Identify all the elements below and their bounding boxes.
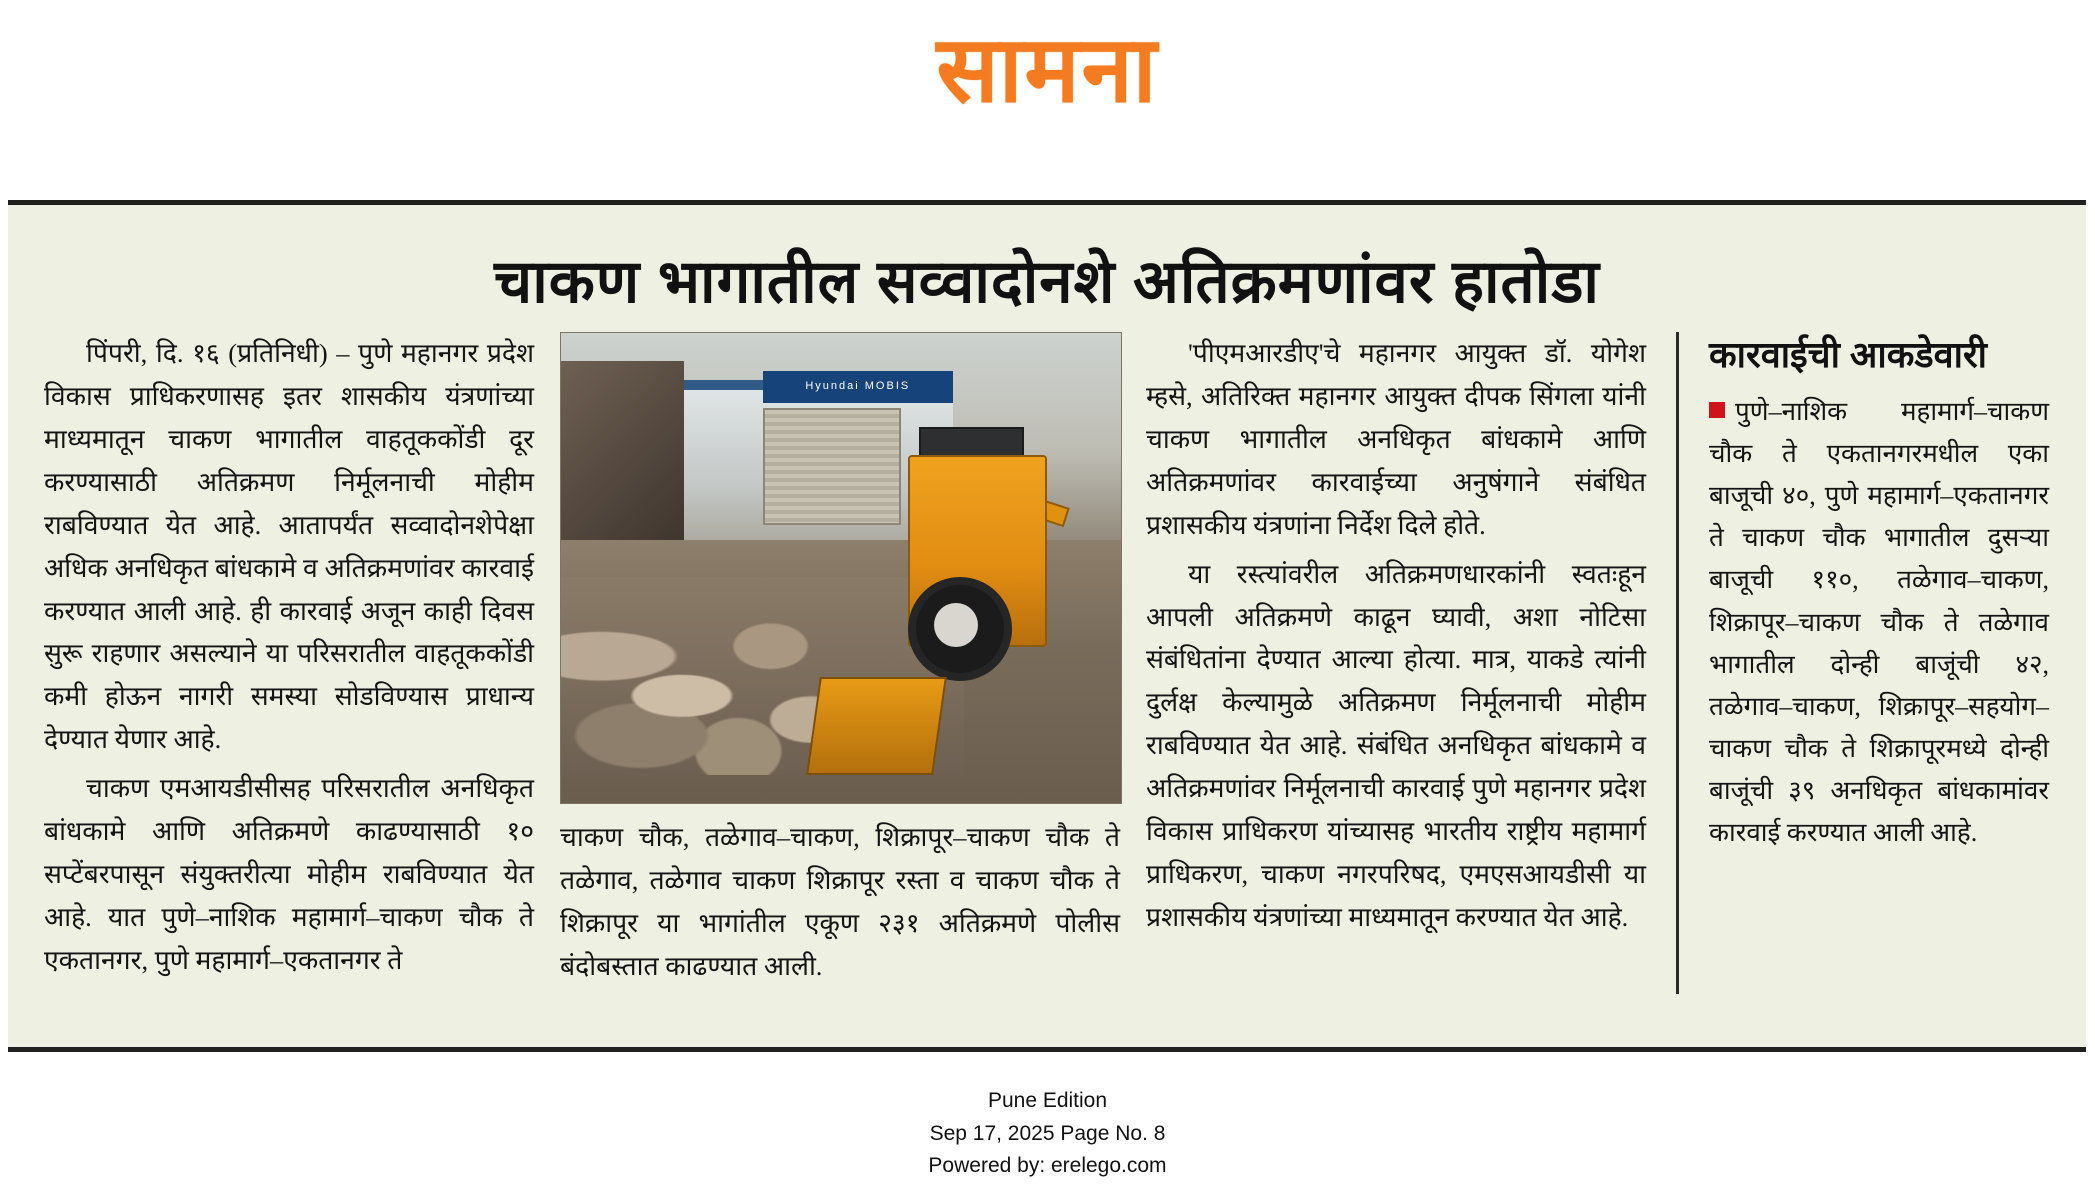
article-column-3: [1146, 332, 1646, 994]
column-divider: [1676, 332, 1679, 994]
article-paragraph: चाकण एमआयडीसीसह परिसरातील अनधिकृत बांधकामे आणि अतिक्रमणे काढण्यासाठी १० सप्टेंबरपासून संयुक्तरीत्या मोहीम राबविण्यात येत आहे. यात पुणे–नाशिक महामार्ग–चाकण चौक ते एकतानगर, पुणे महामार्ग–एकतानगर ते: [44, 773, 534, 975]
masthead-title: सामना: [936, 19, 1159, 121]
demolition-photo: [560, 332, 1122, 804]
article-paragraph: चाकण चौक, तळेगाव–चाकण, शिक्रापूर–चाकण चौक ते तळेगाव, तळेगाव चाकण शिक्रापूर रस्ता व चाकण चौक ते शिक्रापूर या भागांतील एकूण २३१ अतिक्रमणे पोलीस बंदोबस्तात काढण्यात आली.: [560, 822, 1120, 981]
footer-powered-by: Powered by: erelego.com: [928, 1154, 1167, 1178]
sidebar-statistics: [1709, 332, 2049, 994]
article-clipping-panel: [8, 200, 2086, 1052]
article-column-1: [44, 332, 534, 994]
sidebar-text: पुणे–नाशिक महामार्ग–चाकण चौक ते एकतानगरमधील एका बाजूची ४०, पुणे महामार्ग–एकतानगर ते चाकण चौक भागातील दुसऱ्या बाजूची ११०, तळेगाव–चाकण, शिक्रापूर–चाकण चौक ते तळेगाव भागातील दोन्ही बाजूंची ४२, तळेगाव–चाकण, शिक्रापूर–सहयोग–चाकण चौक ते शिक्रापूरमध्ये दोन्ही बाजूंची ३९ अनधिकृत बांधकामांवर कारवाई करण्यात आली आहे.: [1709, 397, 2049, 848]
footer-edition: Pune Edition: [987, 1089, 1108, 1112]
masthead: [0, 0, 2095, 150]
bullet-icon: [1709, 402, 1725, 418]
photo-excavator-bucket: [806, 677, 947, 775]
footer-date-page: Sep 17, 2025 Page No. 8: [929, 1121, 1166, 1145]
photo-demolished-wall: [561, 361, 684, 568]
sidebar-body: [1709, 391, 2049, 854]
article-column-2: [560, 332, 1120, 994]
article-headline: चाकण भागातील सव्वादोनशे अतिक्रमणांवर हातोडा: [494, 248, 1600, 315]
footer: [0, 1085, 2095, 1183]
article-paragraph: पिंपरी, दि. १६ (प्रतिनिधी) – पुणे महानगर प्रदेश विकास प्राधिकरणासह इतर शासकीय यंत्रणांच्या माध्यमातून चाकण भागातील वाहतूककोंडी दूर करण्यासाठी अतिक्रमण निर्मूलनाची मोहीम राबविण्यात येत आहे. आतापर्यंत सव्वादोनशेपेक्षा अधिक अनधिकृत बांधकामे व अतिक्रमणांवर कारवाई करण्यात आली आहे. ही कारवाई अजून काही दिवस सुरू राहणार असल्याने या परिसरातील वाहतूककोंडी कमी होऊन नागरी समस्या सोडविण्यास प्राधान्य देण्यात येणार आहे.: [44, 338, 534, 755]
article-paragraph: 'पीएमआरडीए'चे महानगर आयुक्त डॉ. योगेश म्हसे, अतिरिक्त महानगर आयुक्त दीपक सिंगला यांनी चाकण भागातील अनधिकृत बांधकामे आणि अतिक्रमणांवर कारवाईच्या अनुषंगाने संबंधित प्रशासकीय यंत्रणांना निर्देश दिले होते.: [1146, 338, 1646, 540]
photo-excavator-wheel: [908, 577, 1012, 681]
sidebar-title: कारवाईची आकडेवारी: [1709, 334, 1987, 375]
article-paragraph: या रस्त्यांवरील अतिक्रमणधारकांनी स्वतःहून आपली अतिक्रमणे काढून घ्यावी, अशा नोटिसा संबंधितांना देण्यात आल्या होत्या. मात्र, याकडे त्यांनी दुर्लक्ष केल्यामुळे अतिक्रमण निर्मूलनाची मोहीम राबविण्यात येत आहे. संबंधित अनधिकृत बांधकामे व अतिक्रमणांवर निर्मूलनाची कारवाई पुणे महानगर प्रदेश विकास प्राधिकरण यांच्यासह भारतीय राष्ट्रीय महामार्ग प्राधिकरण, चाकण नगरपरिषद, एमएसआयडीसी या प्रशासकीय यंत्रणांच्या माध्यमातून करण्यात येत आहे.: [1146, 558, 1646, 932]
photo-signboard: Hyundai MOBIS: [763, 371, 953, 404]
photo-shutter: [763, 408, 901, 525]
article-columns: [8, 332, 2086, 994]
